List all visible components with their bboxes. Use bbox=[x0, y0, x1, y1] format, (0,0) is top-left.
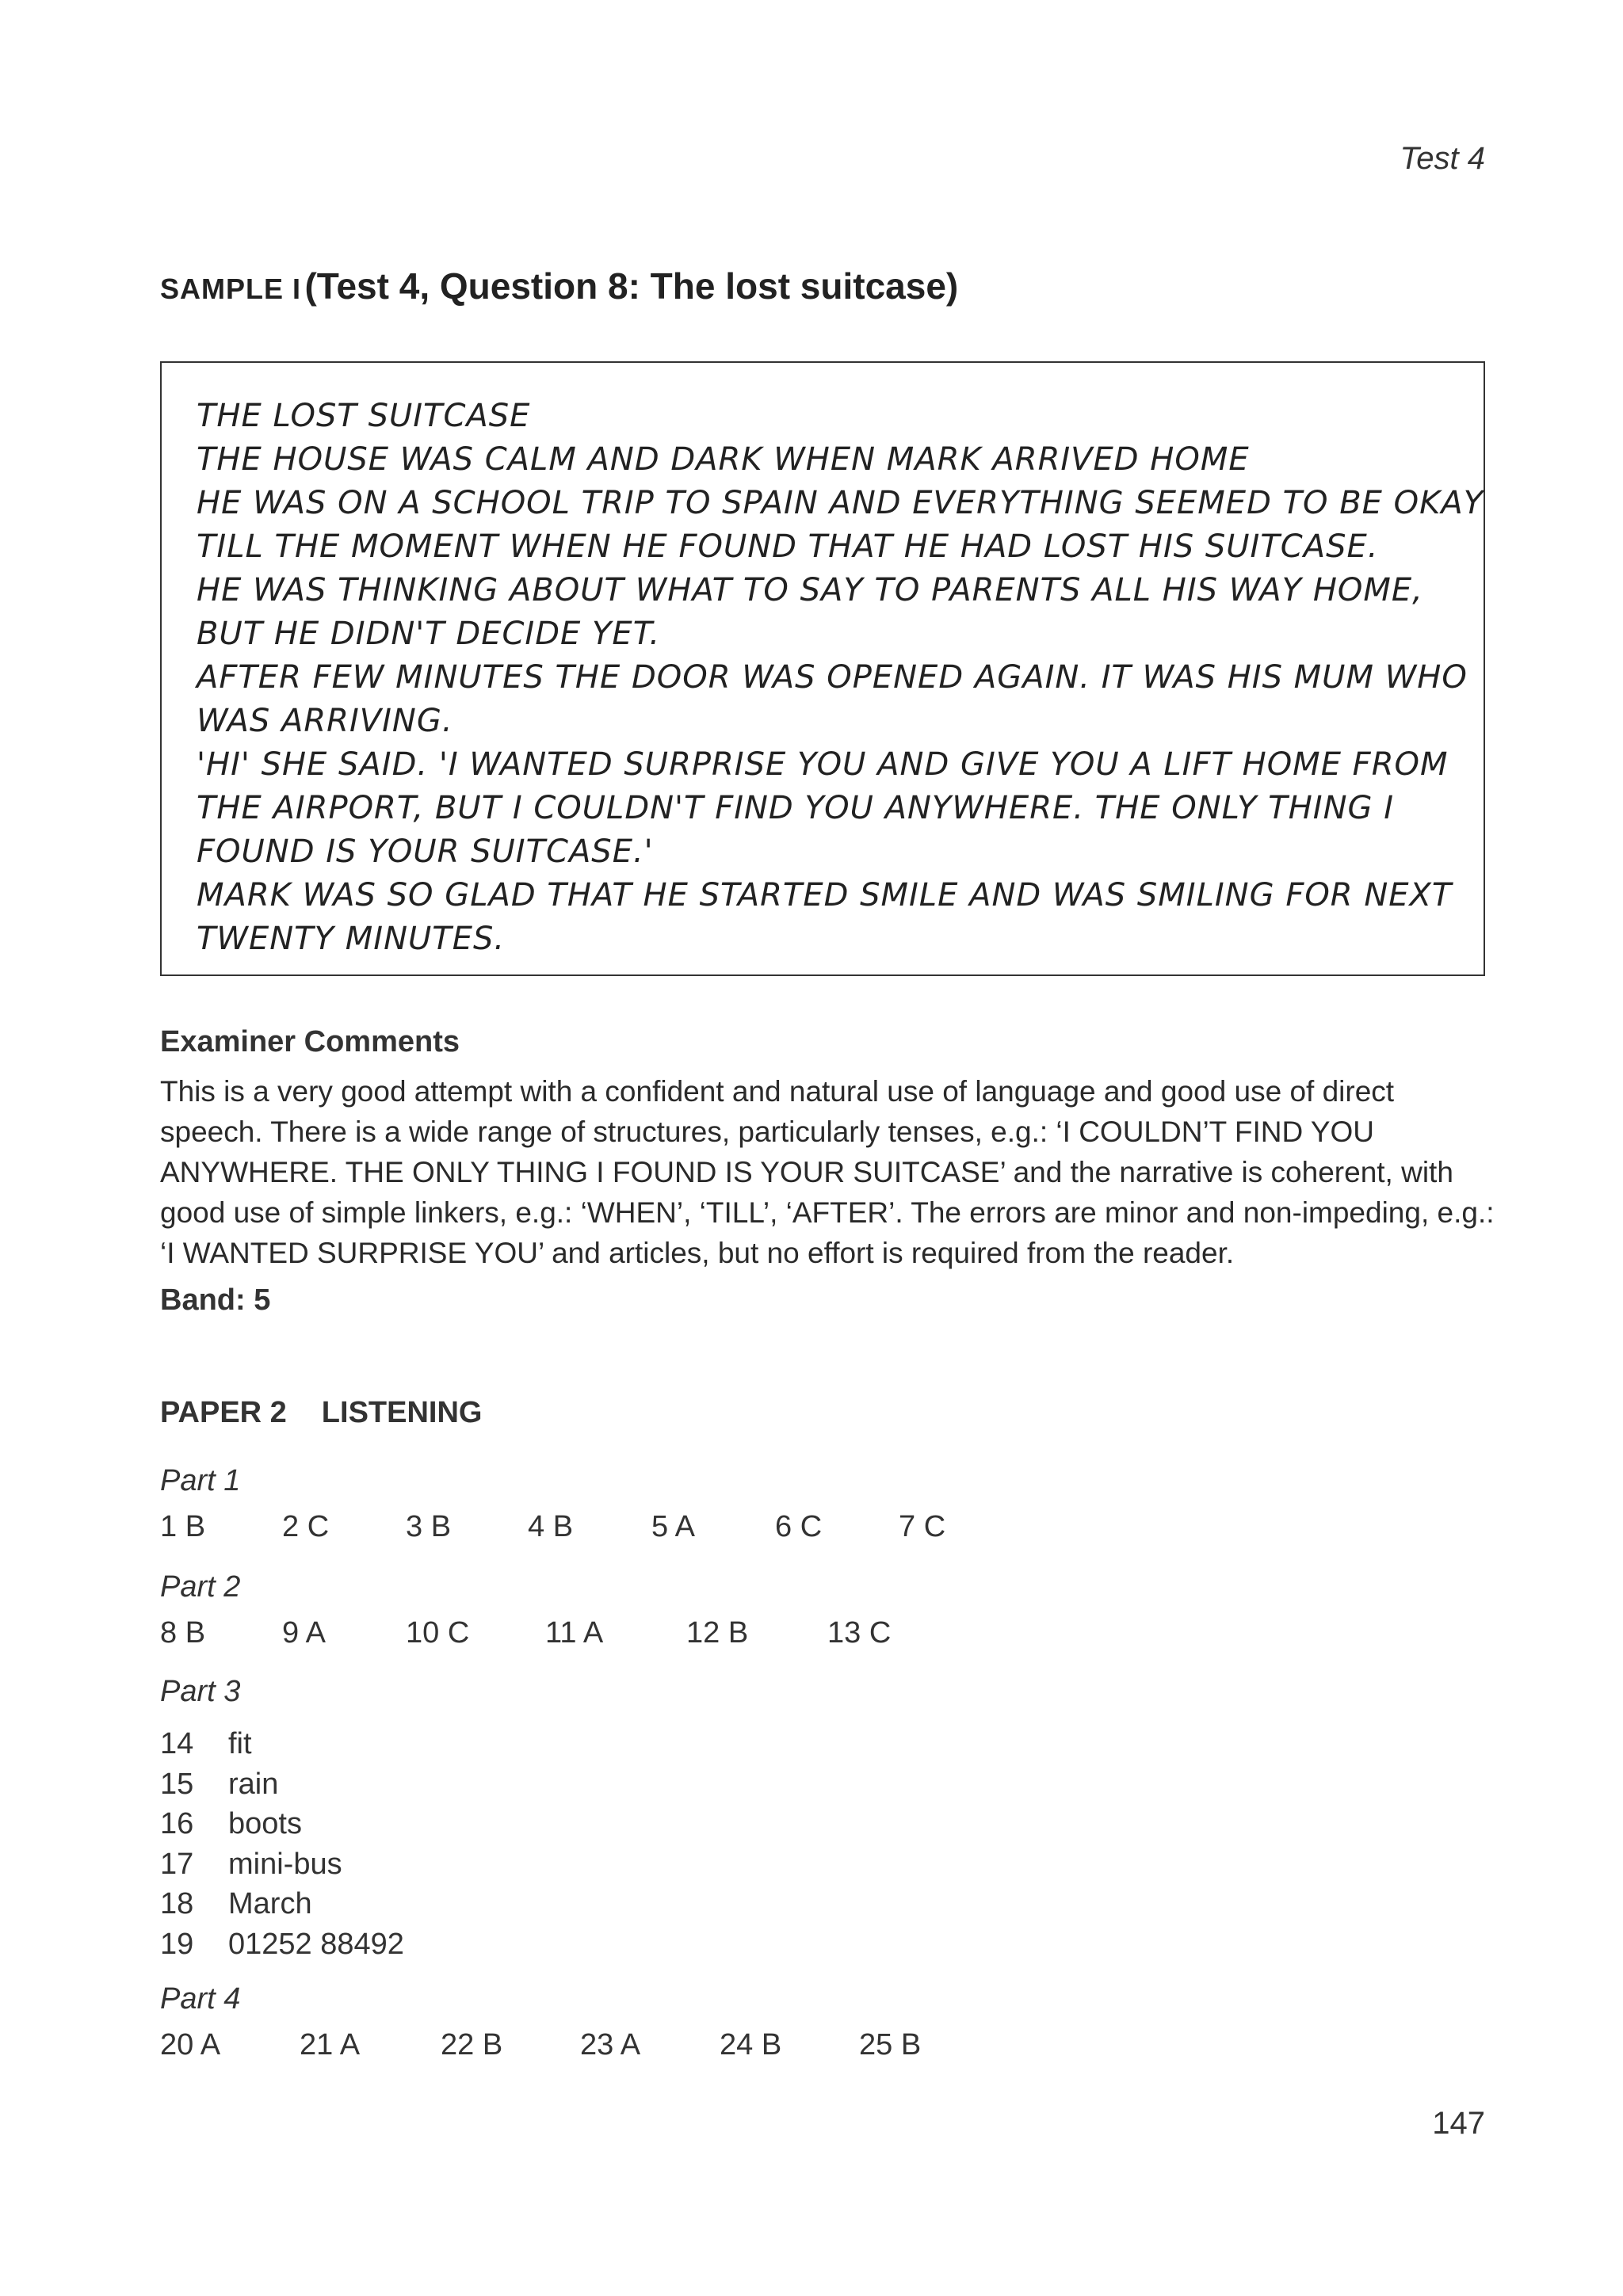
handwritten-line: FOUND IS YOUR SUITCASE.' bbox=[197, 833, 654, 870]
answer-item: 4 B bbox=[528, 1510, 574, 1543]
sample-heading bbox=[160, 265, 958, 307]
answer-item: 10 C bbox=[406, 1616, 470, 1650]
answer-item: 3 B bbox=[406, 1510, 452, 1543]
handwritten-line: BUT HE DIDN'T DECIDE YET. bbox=[197, 616, 661, 652]
handwritten-line: HE WAS THINKING ABOUT WHAT TO SAY TO PARENTS ALL HIS WAY HOME, bbox=[197, 572, 1423, 608]
handwritten-line: MARK WAS SO GLAD THAT HE STARTED SMILE AND WAS SMILING FOR NEXT bbox=[197, 877, 1453, 913]
examiner-comments-title: Examiner Comments bbox=[160, 1025, 460, 1058]
handwritten-line: THE LOST SUITCASE bbox=[197, 398, 531, 434]
answer-item: 25 B bbox=[859, 2028, 922, 2061]
list-item: 14 fit bbox=[160, 1727, 252, 1760]
answer-item: 21 A bbox=[300, 2028, 361, 2061]
answer-item: 11 A bbox=[545, 1616, 604, 1650]
handwritten-line: WAS ARRIVING. bbox=[197, 703, 453, 739]
answer-item: 6 C bbox=[775, 1510, 823, 1543]
handwritten-line: THE HOUSE WAS CALM AND DARK WHEN MARK ARRIVED HOME bbox=[197, 441, 1250, 478]
band-score: Band: 5 bbox=[160, 1283, 271, 1317]
answer-item: 1 B bbox=[160, 1510, 206, 1543]
answer-item: 9 A bbox=[282, 1616, 326, 1650]
handwritten-line: HE WAS ON A SCHOOL TRIP TO SPAIN AND EVERYTHING SEEMED TO BE OKAY bbox=[197, 485, 1484, 521]
part-3-answers bbox=[160, 1724, 404, 1964]
handwritten-line: AFTER FEW MINUTES THE DOOR WAS OPENED AGAIN. IT WAS HIS MUM WHO bbox=[197, 659, 1468, 696]
part-1-label: Part 1 bbox=[160, 1464, 241, 1497]
paper-number: PAPER 2 bbox=[160, 1396, 287, 1429]
page-number: 147 bbox=[1432, 2106, 1485, 2141]
answer-item: 5 A bbox=[651, 1510, 695, 1543]
answer-item: 20 A bbox=[160, 2028, 221, 2061]
handwritten-answer-box bbox=[160, 361, 1485, 976]
answer-item: 13 C bbox=[827, 1616, 892, 1650]
paper-title bbox=[160, 1396, 482, 1430]
answer-item: 24 B bbox=[720, 2028, 782, 2061]
list-item: 19 01252 88492 bbox=[160, 1927, 404, 1961]
list-item: 18 March bbox=[160, 1887, 312, 1920]
answer-item: 7 C bbox=[899, 1510, 946, 1543]
handwritten-line: TILL THE MOMENT WHEN HE FOUND THAT HE HAD LOST HIS SUITCASE. bbox=[197, 528, 1379, 565]
sample-title: (Test 4, Question 8: The lost suitcase) bbox=[304, 265, 959, 307]
part-3-label: Part 3 bbox=[160, 1675, 241, 1708]
answer-item: 12 B bbox=[686, 1616, 749, 1650]
sample-lead: SAMPLE I bbox=[160, 273, 302, 305]
paper-name: LISTENING bbox=[321, 1396, 483, 1429]
answer-item: 8 B bbox=[160, 1616, 206, 1650]
answer-item: 22 B bbox=[441, 2028, 503, 2061]
handwritten-line: TWENTY MINUTES. bbox=[197, 921, 506, 957]
list-item: 16 boots bbox=[160, 1807, 302, 1840]
examiner-comments-body: This is a very good attempt with a confident and natural use of language and good use of direct speech. There is a wide range of structures, particularly tenses, e.g.: ‘I COULDN’T FIND YOU ANYWHERE. THE ONLY THING I FOUND IS YOUR SUITCASE’ and the narrative is coherent, with good use of simple linkers, e.g.: ‘WHEN’, ‘TILL’, ‘AFTER’. The errors are minor and non-impeding, e.g.: ‘I WANTED SURPRISE YOU’ and articles, but no effort is required from the reader. bbox=[160, 1075, 1495, 1269]
list-item: 17 mini-bus bbox=[160, 1847, 342, 1881]
part-4-label: Part 4 bbox=[160, 1982, 241, 2016]
handwritten-line: 'HI' SHE SAID. 'I WANTED SURPRISE YOU AND GIVE YOU A LIFT HOME FROM bbox=[197, 746, 1449, 783]
answer-item: 2 C bbox=[282, 1510, 330, 1543]
part-2-label: Part 2 bbox=[160, 1570, 241, 1604]
running-head: Test 4 bbox=[1400, 141, 1485, 176]
handwritten-line: THE AIRPORT, BUT I COULDN'T FIND YOU ANYWHERE. THE ONLY THING I bbox=[197, 790, 1395, 826]
answer-item: 23 A bbox=[580, 2028, 641, 2061]
list-item: 15 rain bbox=[160, 1767, 279, 1801]
